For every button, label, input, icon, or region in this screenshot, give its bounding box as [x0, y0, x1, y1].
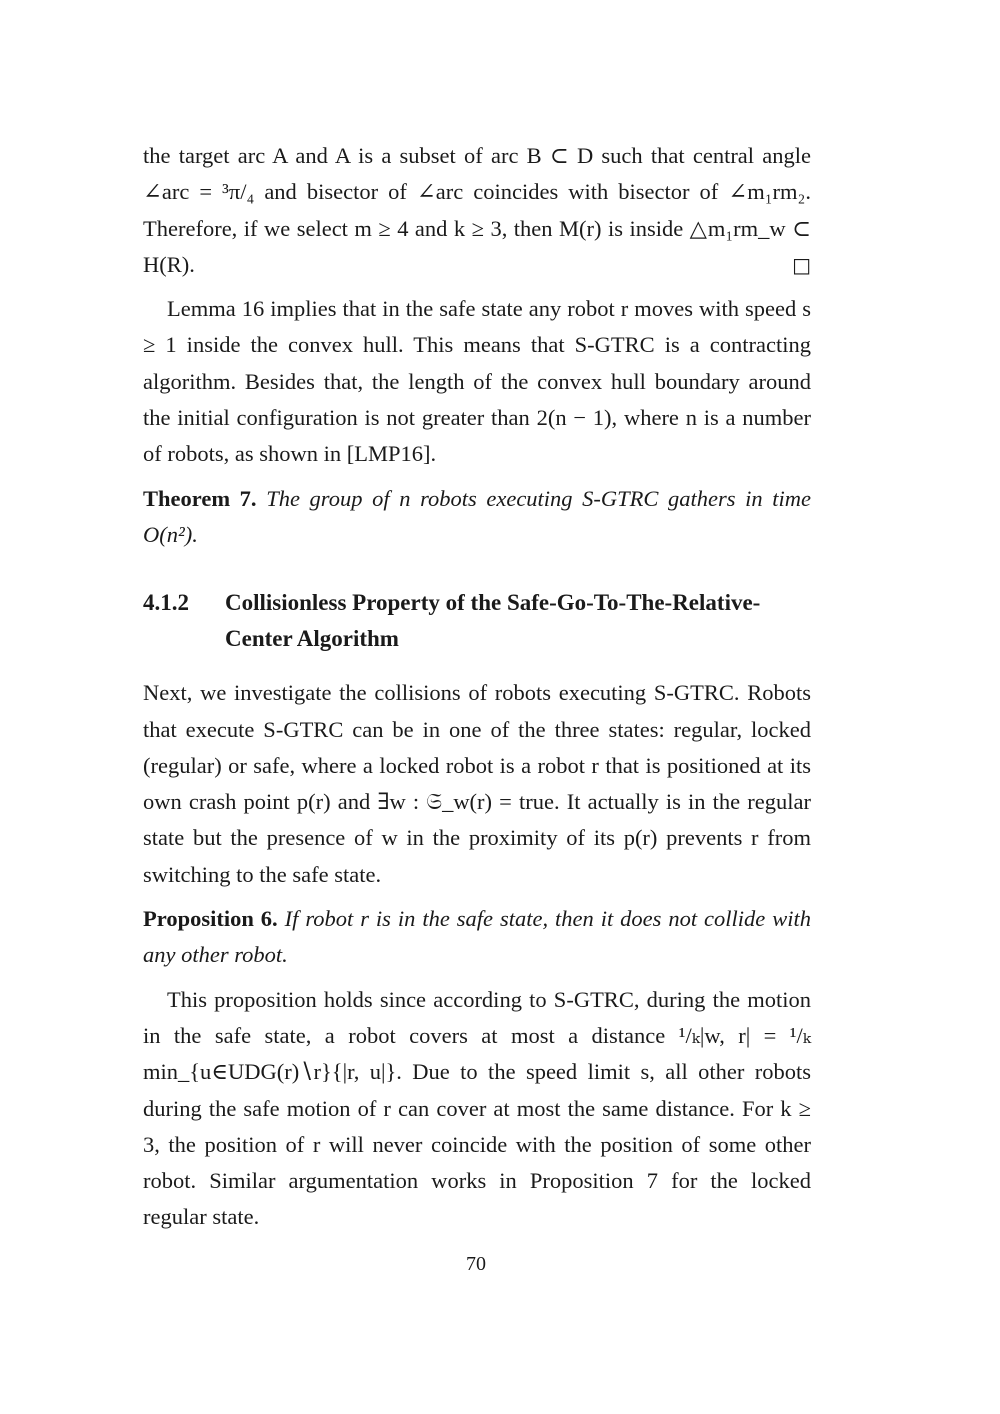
proposition-body: If robot r is in the safe state, then it does not collide with any other robot.: [143, 906, 811, 968]
paragraph-collisions: Next, we investigate the collisions of robots executing S-GTRC. Robots that execute S-GTRC can be in one of the three states: regular, locked (regular) or safe, where a locked robot is a robot r that is positioned at its own crash point p(r) and ∃w : 𝔖_w(r) = true. It actually is in the regular state but the presence of w in the proximity of its p(r) prevents r from switching to the safe state.: [143, 680, 811, 887]
page-body: [143, 138, 811, 1236]
section-heading: [143, 585, 811, 657]
qed-symbol: □: [792, 252, 811, 277]
theorem-label: Theorem 7.: [143, 485, 257, 511]
section-title: Collisionless Property of the Safe-Go-To-The-Relative-Center Algorithm: [225, 590, 761, 652]
proposition-6: [143, 901, 811, 974]
paragraph-lemma16: Lemma 16 implies that in the safe state any robot r moves with speed s ≥ 1 inside the convex hull. This means that S-GTRC is a contracting algorithm. Besides that, the length of the convex hull boundary around the initial configuration is not greater than 2(n − 1), where n is a number of robots, as shown in [LMP16].: [143, 296, 811, 467]
paragraph-text: the target arc A and A is a subset of arc B ⊂ D such that central angle ∠arc = ³π/₄ and bisector of ∠arc coincides with bisector of ∠m₁rm₂. Therefore, if we select m ≥ 4 and k ≥ 3, then M(r) is inside △m₁rm_w ⊂ H(R).: [143, 143, 811, 277]
page-number: 70: [466, 1253, 486, 1275]
paragraph-proposition-proof: This proposition holds since according to S-GTRC, during the motion in the safe state, a robot covers at most a distance ¹/ₖ|w, r| = ¹/ₖ min_{u∈UDG(r)∖r}{|r, u|}. Due to the speed limit s, all other robots during the safe motion of r can cover at most the same distance. For k ≥ 3, the position of r will never coincide with the position of some other robot. Similar argumentation works in Proposition 7 for the locked regular state.: [143, 986, 811, 1230]
theorem-7: [143, 481, 811, 554]
proposition-label: Proposition 6.: [143, 906, 278, 932]
paragraph-proof-end: [143, 138, 811, 283]
theorem-body: The group of n robots executing S-GTRC gathers in time O(n²).: [143, 485, 812, 547]
section-number: 4.1.2: [143, 590, 189, 616]
